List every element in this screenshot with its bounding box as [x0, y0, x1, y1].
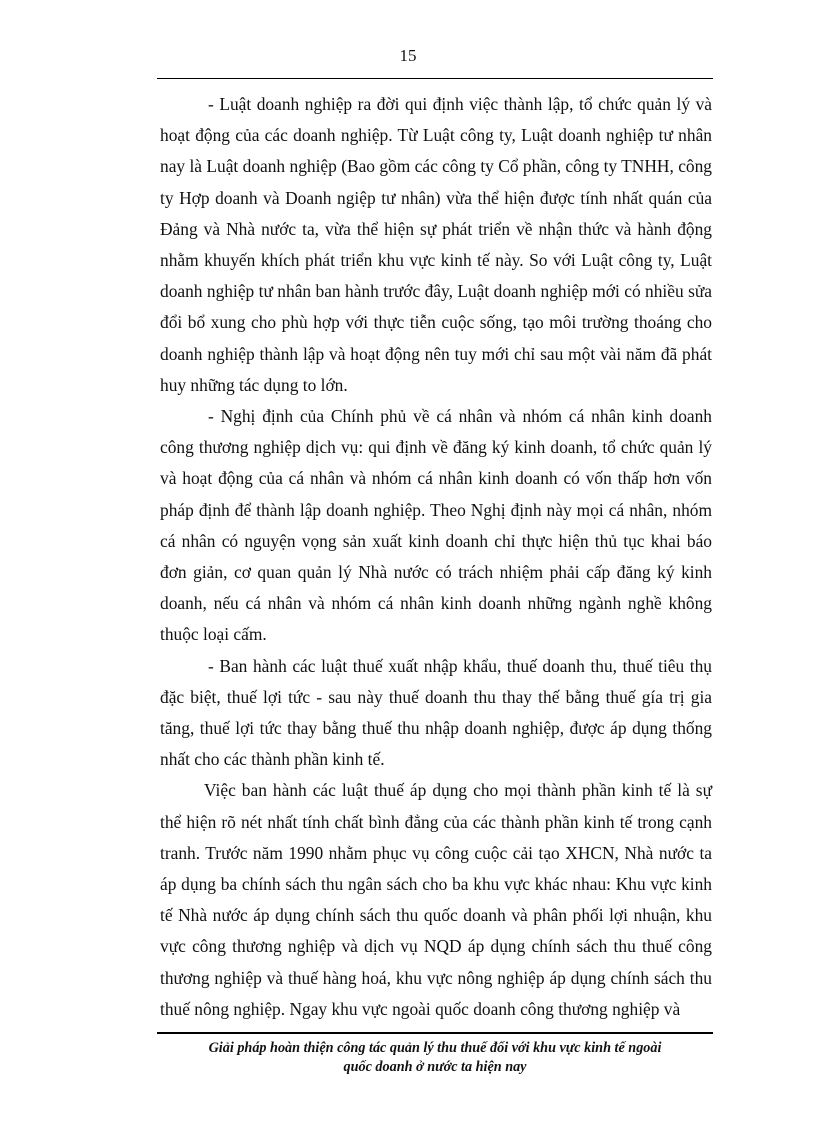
paragraph-government-decree: - Nghị định của Chính phủ về cá nhân và nhóm cá nhân kinh doanh công thương nghiệp dịch vụ: qui định về đăng ký kinh doanh, tổ chức quản lý và hoạt động của cá nhân và nhóm cá nhân kinh doanh có vốn thấp hơn vốn pháp định để thành lập doanh nghiệp. Theo Nghị định này mọi cá nhân, nhóm cá nhân có nguyện vọng sản xuất kinh doanh chỉ thực hiện thủ tục khai báo đơn giản, cơ quan quản lý Nhà nước có trách nhiệm phải cấp đăng ký kinh doanh, nếu cá nhân và nhóm cá nhân kinh doanh những ngành nghề không thuộc loại cấm.	[160, 406, 712, 645]
page-number: 15	[399, 46, 417, 65]
document-body	[160, 89, 712, 1025]
footer-title	[157, 1039, 713, 1077]
header-rule	[157, 78, 713, 79]
paragraph-enterprise-law: - Luật doanh nghiệp ra đời qui định việc thành lập, tổ chức quản lý và hoạt động của các doanh nghiệp. Từ Luật công ty, Luật doanh nghiệp tư nhân nay là Luật doanh nghiệp (Bao gồm các công ty Cổ phần, công ty TNHH, công ty Hợp doanh và Doanh ngiệp tư nhân) vừa thể hiện được tính nhất quán của Đảng và Nhà nước ta, vừa thể hiện sự phát triển về nhận thức và hành động nhằm khuyến khích phát triển khu vực kinh tế này. So với Luật công ty, Luật doanh nghiệp tư nhân ban hành trước đây, Luật doanh nghiệp mới có nhiều sửa đổi bổ xung cho phù hợp với thực tiễn cuộc sống, tạo môi trường thoáng cho doanh nghiệp thành lập và hoạt động nên tuy mới chỉ sau một vài năm đã phát huy những tác dụng to lớn.	[160, 94, 712, 395]
footer-title-line-2: quốc doanh ở nước ta hiện nay	[343, 1059, 527, 1075]
paragraph-tax-equality: Việc ban hành các luật thuế áp dụng cho mọi thành phần kinh tế là sự thể hiện rõ nét nhất tính chất bình đẳng của các thành phần kinh tế trong cạnh tranh. Trước năm 1990 nhằm phục vụ công cuộc cải tạo XHCN, Nhà nước ta áp dụng ba chính sách thu ngân sách cho ba khu vực khác nhau: Khu vực kinh tế Nhà nước áp dụng chính sách thu quốc doanh và phân phối lợi nhuận, khu vực công thương nghiệp và dịch vụ NQD áp dụng chính sách thu thuế công thương nghiệp và thuế hàng hoá, khu vực nông nghiệp áp dụng chính sách thu thuế nông nghiệp. Ngay khu vực ngoài quốc doanh công thương nghiệp và	[160, 780, 712, 1019]
paragraph-tax-laws: - Ban hành các luật thuế xuất nhập khẩu, thuế doanh thu, thuế tiêu thụ đặc biệt, thuế lợi tức - sau này thuế doanh thu thay thế bằng thuế gía trị gia tăng, thuế lợi tức thay bằng thuế thu nhập doanh nghiệp, được áp dụng thống nhất cho các thành phần kinh tế.	[160, 655, 712, 770]
footer-rule	[157, 1032, 713, 1034]
footer-title-line-1: Giải pháp hoàn thiện công tác quản lý thu thuế đối với khu vực kinh tế ngoài	[208, 1040, 662, 1056]
